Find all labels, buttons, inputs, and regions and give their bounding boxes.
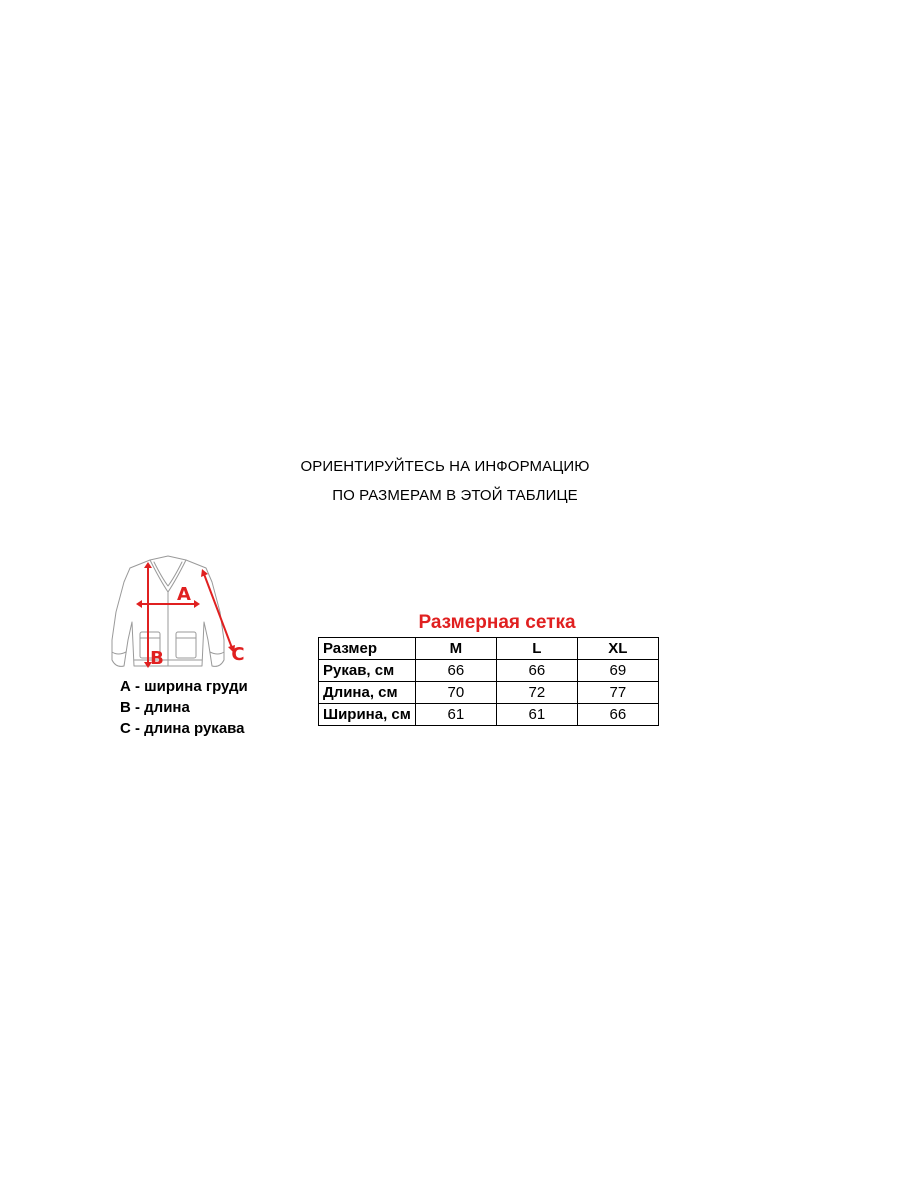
label-c: C bbox=[231, 644, 245, 665]
table-row-sleeve bbox=[319, 660, 659, 682]
measurement-legend bbox=[120, 676, 248, 739]
legend-item-b: В - длина bbox=[120, 699, 190, 716]
table-cell: 66 bbox=[577, 704, 658, 726]
table-cell: 66 bbox=[415, 660, 496, 682]
table-cell: 72 bbox=[496, 682, 577, 704]
table-cell: 61 bbox=[496, 704, 577, 726]
table-cell: 70 bbox=[415, 682, 496, 704]
jacket-outline bbox=[112, 556, 224, 666]
header-cell-xl: XL bbox=[577, 638, 658, 660]
row-label-width: Ширина, см bbox=[319, 704, 416, 726]
table-header-row bbox=[319, 638, 659, 660]
label-a: A bbox=[177, 584, 191, 605]
row-label-length: Длина, см bbox=[319, 682, 416, 704]
legend-item-a: А - ширина груди bbox=[120, 678, 248, 695]
table-cell: 66 bbox=[496, 660, 577, 682]
jacket-sketch bbox=[104, 552, 254, 674]
table-row-width bbox=[319, 704, 659, 726]
intro-text bbox=[0, 452, 900, 510]
intro-line-1: ОРИЕНТИРУЙТЕСЬ НА ИНФОРМАЦИЮ bbox=[300, 458, 590, 475]
table-cell: 77 bbox=[577, 682, 658, 704]
size-table bbox=[318, 637, 659, 726]
row-label-sleeve: Рукав, см bbox=[319, 660, 416, 682]
header-cell-m: M bbox=[415, 638, 496, 660]
table-row-length bbox=[319, 682, 659, 704]
intro-line-2: ПО РАЗМЕРАМ В ЭТОЙ ТАБЛИЦЕ bbox=[332, 487, 578, 504]
table-cell: 61 bbox=[415, 704, 496, 726]
label-b: B bbox=[150, 648, 164, 669]
arrow-c bbox=[204, 574, 232, 648]
header-cell-size: Размер bbox=[319, 638, 416, 660]
table-cell: 69 bbox=[577, 660, 658, 682]
size-chart-title: Размерная сетка bbox=[418, 612, 576, 633]
header-cell-l: L bbox=[496, 638, 577, 660]
legend-item-c: С - длина рукава bbox=[120, 720, 245, 737]
